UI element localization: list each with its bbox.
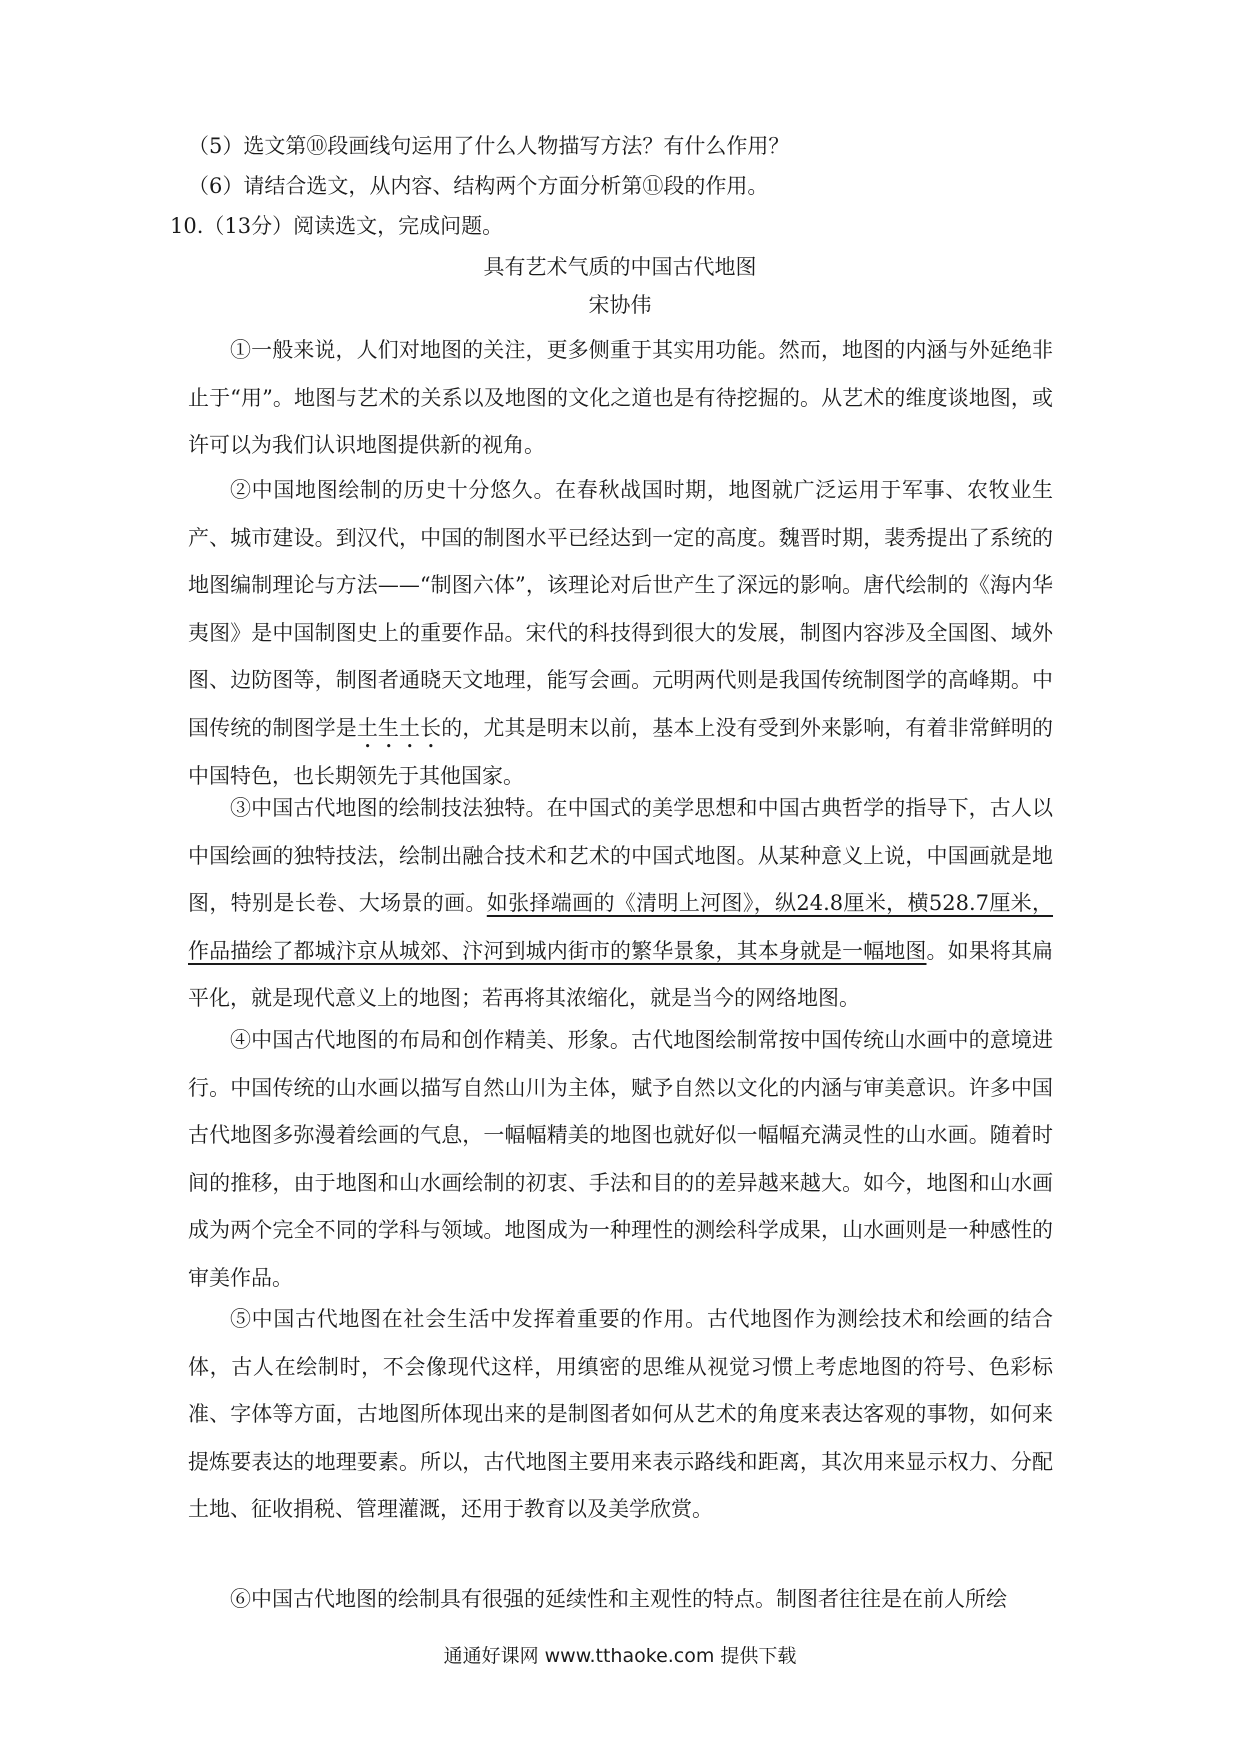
question-10-heading: 10.（13分）阅读选文，完成问题。 <box>170 214 504 238</box>
question-6: （6）请结合选文，从内容、结构两个方面分析第⑪段的作用。 <box>188 174 769 198</box>
paragraph-2 <box>188 467 1053 800</box>
paragraph-3 <box>188 785 1053 1023</box>
page-footer: 通通好课网 www.tthaoke.com 提供下载 <box>443 1645 797 1667</box>
paragraph-3-text-a: ③中国古代地图的绘制技法独特。在中国式的美学思想和中国古典哲学的指导下，古人以中国绘画的独特技法，绘制出融合技术和艺术的中国式地图。从某种意义上说，中国画就是地图，特别是长卷、大场景的画。 <box>188 796 1053 915</box>
article-title: 具有艺术气质的中国古代地图 <box>483 255 757 279</box>
article-author: 宋协伟 <box>588 293 652 317</box>
paragraph-1: ①一般来说，人们对地图的关注，更多侧重于其实用功能。然而，地图的内涵与外延绝非止于“用”。地图与艺术的关系以及地图的文化之道也是有待挖掘的。从艺术的维度谈地图，或许可以为我们认识地图提供新的视角。 <box>188 338 1053 457</box>
paragraph-5: ⑤中国古代地图在社会生活中发挥着重要的作用。古代地图作为测绘技术和绘画的结合体，古人在绘制时，不会像现代这样，用缜密的思维从视觉习惯上考虑地图的符号、色彩标准、字体等方面，古地图所体现出来的是制图者如何从艺术的角度来表达客观的事物，如何来提炼要表达的地理要素。所以，古代地图主要用来表示路线和距离，其次用来显示权力、分配土地、征收捐税、管理灌溉，还用于教育以及美学欣赏。 <box>188 1307 1053 1521</box>
paragraph-2-text-a: ②中国地图绘制的历史十分悠久。在春秋战国时期，地图就广泛运用于军事、农牧业生产、城市建设。到汉代，中国的制图水平已经达到一定的高度。魏晋时期，裴秀提出了系统的地图编制理论与方法——“制图六体”，该理论对后世产生了深远的影响。唐代绘制的《海内华夷图》是中国制图史上的重要作品。宋代的科技得到很大的发展，制图内容涉及全国图、域外图、边防图等，制图者通晓天文地理，能写会画。元明两代则是我国传统制图学的高峰期。中国传统的制图学是 <box>188 478 1053 740</box>
paragraph-4: ④中国古代地图的布局和创作精美、形象。古代地图绘制常按中国传统山水画中的意境进行。中国传统的山水画以描写自然山川为主体，赋予自然以文化的内涵与审美意识。许多中国古代地图多弥漫着绘画的气息，一幅幅精美的地图也就好似一幅幅充满灵性的山水画。随着时间的推移，由于地图和山水画绘制的初衷、手法和目的的差异越来越大。如今，地图和山水画成为两个完全不同的学科与领域。地图成为一种理性的测绘科学成果，山水画则是一种感性的审美作品。 <box>188 1028 1053 1290</box>
question-5: （5）选文第⑩段画线句运用了什么人物描写方法？有什么作用？ <box>188 134 790 158</box>
paragraph-3-underlined-sentence: 如张择端画的《清明上河图》，纵24.8厘米，横528.7厘米，作品描绘了都城汴京从城郊、汴河到城内街市的繁华景象，其本身就是一幅地图 <box>188 891 1054 963</box>
paragraph-2-text-b: 的，尤其是明末以前，基本上没有受到外来影响，有着非常鲜明的中国特色，也长期领先于其他国家。 <box>188 715 1054 788</box>
paragraph-3-text-b: 。如果将其扁平化，就是现代意义上的地图；若再将其浓缩化，就是当今的网络地图。 <box>188 938 1053 1010</box>
paragraph-2-emphasis: 土生土长 <box>356 715 442 740</box>
paragraph-6: ⑥中国古代地图的绘制具有很强的延续性和主观性的特点。制图者往往是在前人所绘 <box>230 1587 1007 1611</box>
